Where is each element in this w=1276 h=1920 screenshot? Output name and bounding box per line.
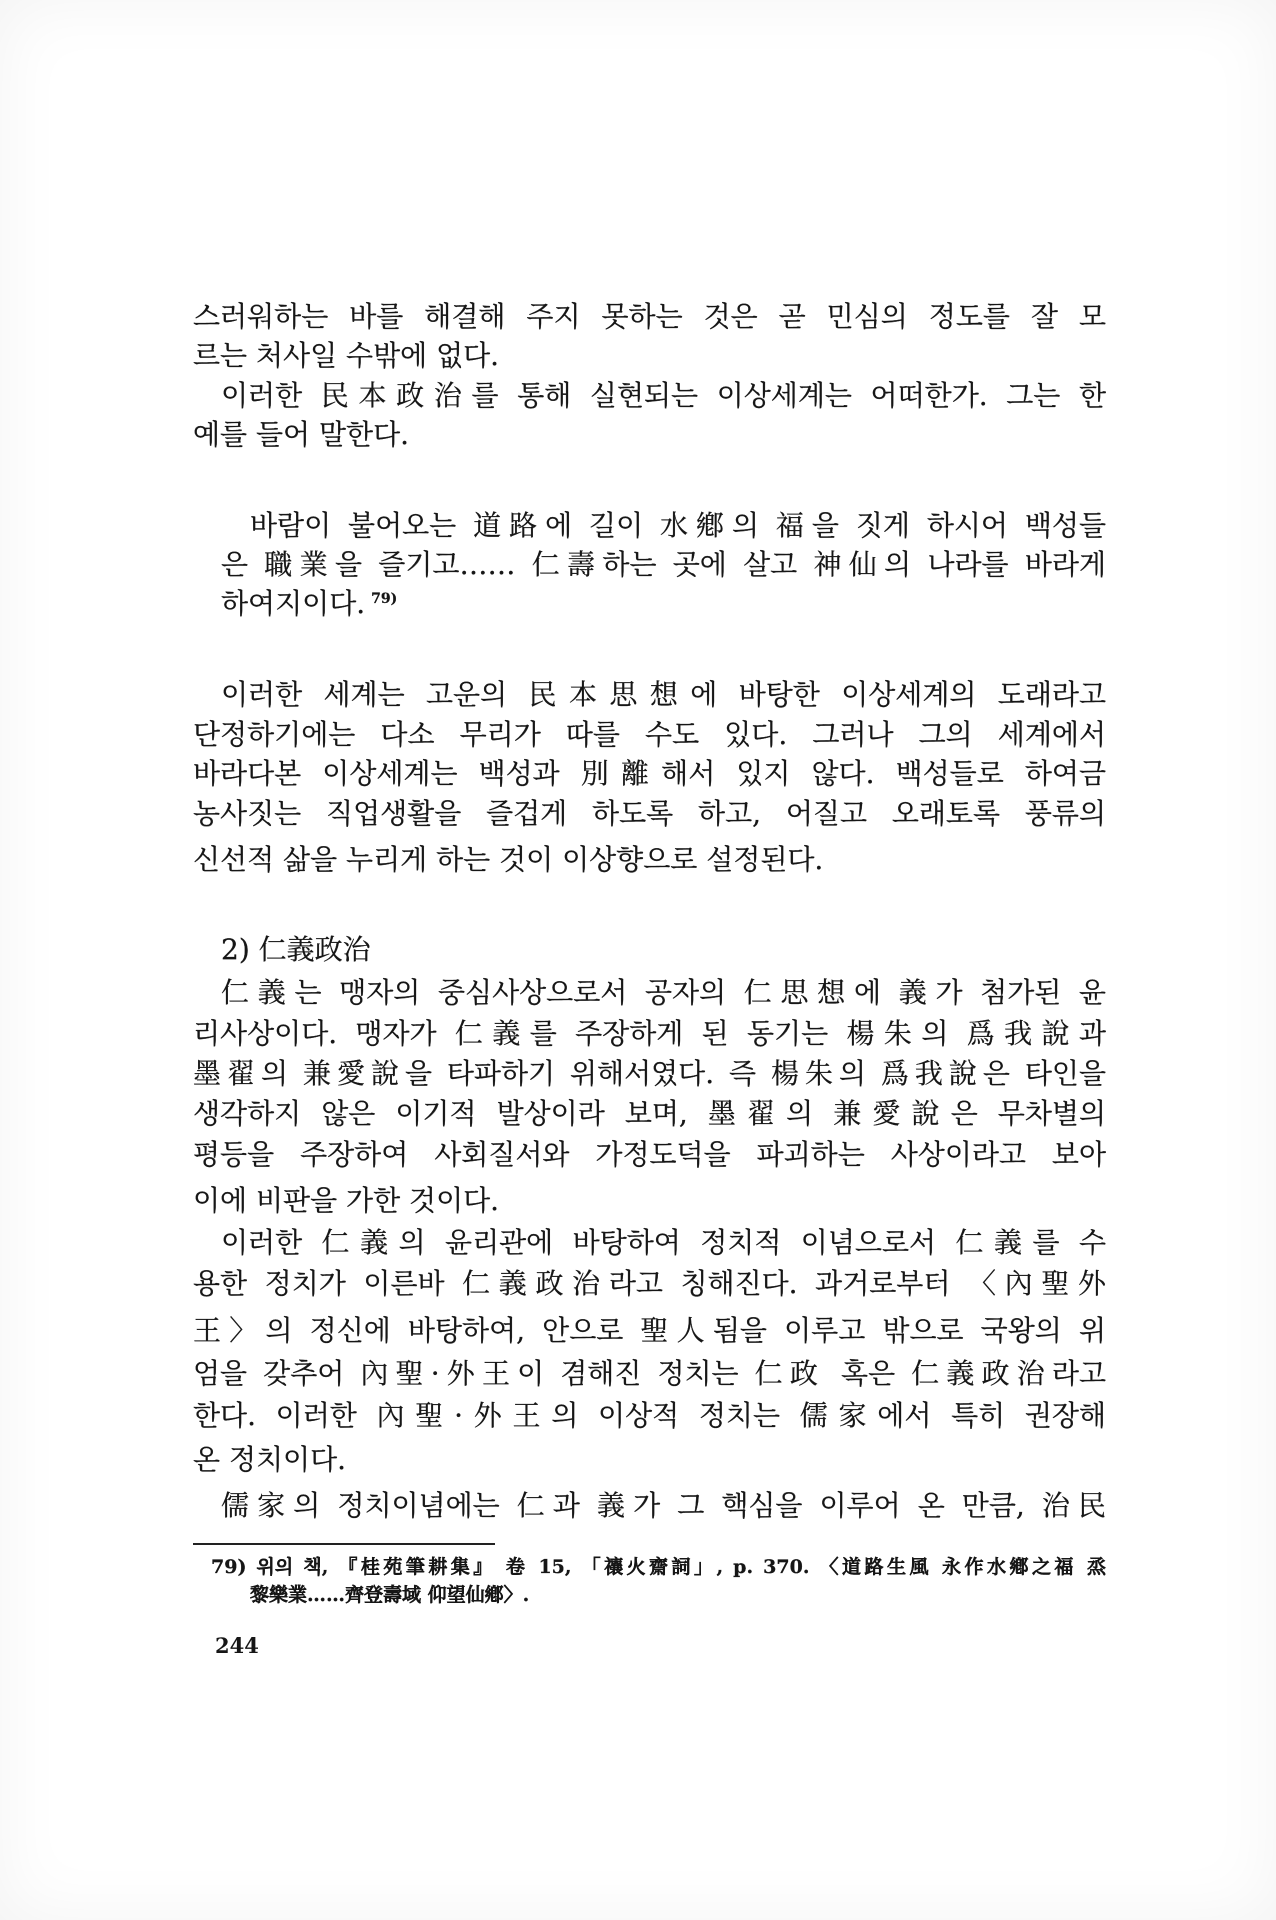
quote-line <box>221 584 1106 624</box>
section-heading: 2) 仁義政治 <box>221 933 371 966</box>
footnote-number: 79) <box>211 1556 247 1578</box>
paragraph-line: 평등을 주장하여 사회질서와 가정도덕을 파괴하는 사상이라고 보아 <box>193 1138 1106 1171</box>
footnote-divider <box>193 1543 495 1545</box>
paragraph-line: 단정하기에는 다소 무리가 따를 수도 있다. 그러나 그의 세계에서 <box>193 718 1106 751</box>
footnote-line: 黎樂業……齊登壽域 仰望仙鄕〉. <box>250 1584 530 1606</box>
paragraph-line: 엄을 갖추어 內聖·外王이 겸해진 정치는 仁政 혹은 仁義政治라고 <box>193 1357 1106 1390</box>
paragraph-line: 이러한 仁義의 윤리관에 바탕하여 정치적 이념으로서 仁義를 수 <box>221 1226 1106 1259</box>
paragraph-line: 스러워하는 바를 해결해 주지 못하는 것은 곧 민심의 정도를 잘 모 <box>193 300 1106 333</box>
footnote-line <box>211 1554 1106 1581</box>
quote-line: 바람이 불어오는 道路에 길이 水鄕의 福을 짓게 하시어 백성들 <box>250 509 1106 542</box>
paragraph-line: 바라다본 이상세계는 백성과 別離해서 있지 않다. 백성들로 하여금 <box>193 757 1106 790</box>
paragraph-line: 墨翟의 兼愛說을 타파하기 위해서였다. 즉 楊朱의 爲我說은 타인을 <box>193 1057 1106 1090</box>
paragraph-line: 신선적 삶을 누리게 하는 것이 이상향으로 설정된다. <box>193 843 824 876</box>
paragraph-line: 이러한 民本政治를 통해 실현되는 이상세계는 어떠한가. 그는 한 <box>221 379 1106 412</box>
footnote-text: 위의 책, 『桂苑筆耕集』 卷 15, 「禳火齋詞」, p. 370. 〈道路生風 永作水鄕之福 烝 <box>256 1556 1106 1578</box>
paragraph-line: 예를 들어 말한다. <box>193 418 410 451</box>
paragraph-line: 생각하지 않은 이기적 발상이라 보며, 墨翟의 兼愛說은 무차별의 <box>193 1097 1106 1130</box>
paragraph-line: 王〉의 정신에 바탕하여, 안으로 聖人됨을 이루고 밖으로 국왕의 위 <box>193 1314 1106 1347</box>
paragraph-line: 이러한 세계는 고운의 民本思想에 바탕한 이상세계의 도래라고 <box>221 678 1106 711</box>
paragraph-line: 이에 비판을 가한 것이다. <box>193 1184 500 1217</box>
paragraph-line: 儒家의 정치이념에는 仁과 義가 그 핵심을 이루어 온 만큼, 治民 <box>221 1489 1106 1522</box>
paragraph-line: 용한 정치가 이른바 仁義政治라고 칭해진다. 과거로부터 〈內聖外 <box>193 1267 1106 1300</box>
footnote-ref: 79) <box>371 590 398 607</box>
paragraph-line: 르는 처사일 수밖에 없다. <box>193 339 500 372</box>
quote-line-text: 하여지이다. <box>221 587 366 620</box>
paragraph-line: 농사짓는 직업생활을 즐겁게 하도록 하고, 어질고 오래토록 풍류의 <box>193 797 1106 830</box>
paragraph-line: 리사상이다. 맹자가 仁義를 주장하게 된 동기는 楊朱의 爲我說과 <box>193 1017 1106 1050</box>
paragraph-line: 한다. 이러한 內聖·外王의 이상적 정치는 儒家에서 특히 권장해 <box>193 1399 1106 1432</box>
quote-line: 은 職業을 즐기고…… 仁壽하는 곳에 살고 神仙의 나라를 바라게 <box>221 548 1106 581</box>
paragraph-line: 仁義는 맹자의 중심사상으로서 공자의 仁思想에 義가 첨가된 윤 <box>221 976 1106 1009</box>
page-number: 244 <box>215 1633 259 1658</box>
paragraph-line: 온 정치이다. <box>193 1443 347 1476</box>
